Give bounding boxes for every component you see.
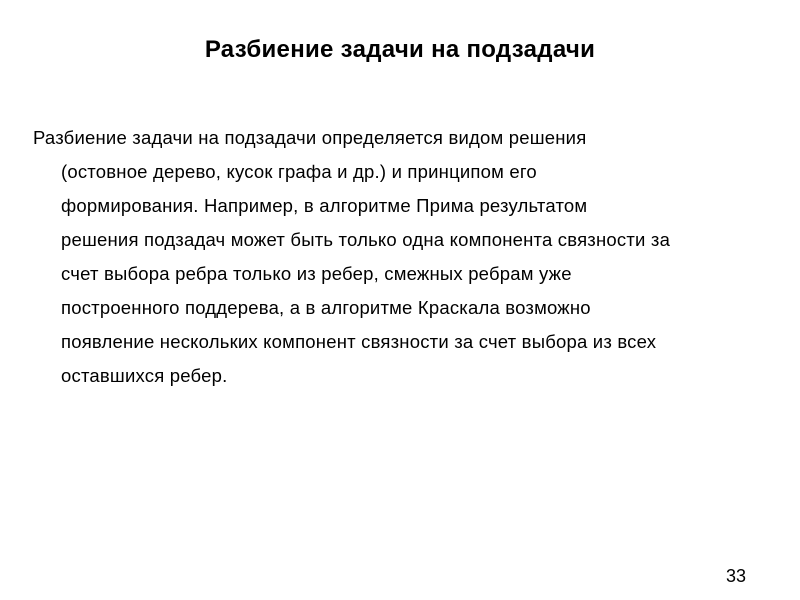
- slide-title: Разбиение задачи на подзадачи: [204, 36, 596, 63]
- paragraph-line: решения подзадач может быть только одна компонента связности за: [61, 229, 671, 250]
- paragraph-line: Разбиение задачи на подзадачи определяется видом решения: [33, 127, 587, 148]
- paragraph-line: построенного поддерева, а в алгоритме Краскала возможно: [61, 297, 591, 318]
- page-number: 33: [726, 566, 747, 586]
- paragraph-line: счет выбора ребра только из ребер, смежных ребрам уже: [61, 263, 572, 284]
- paragraph-line: появление нескольких компонент связности за счет выбора из всех: [61, 331, 657, 352]
- paragraph-line: формирования. Например, в алгоритме Прима результатом: [61, 195, 588, 216]
- slide-body-paragraph: [33, 121, 793, 393]
- paragraph-line: (остовное дерево, кусок графа и др.) и принципом его: [61, 161, 537, 182]
- paragraph-line: оставшихся ребер.: [61, 365, 228, 386]
